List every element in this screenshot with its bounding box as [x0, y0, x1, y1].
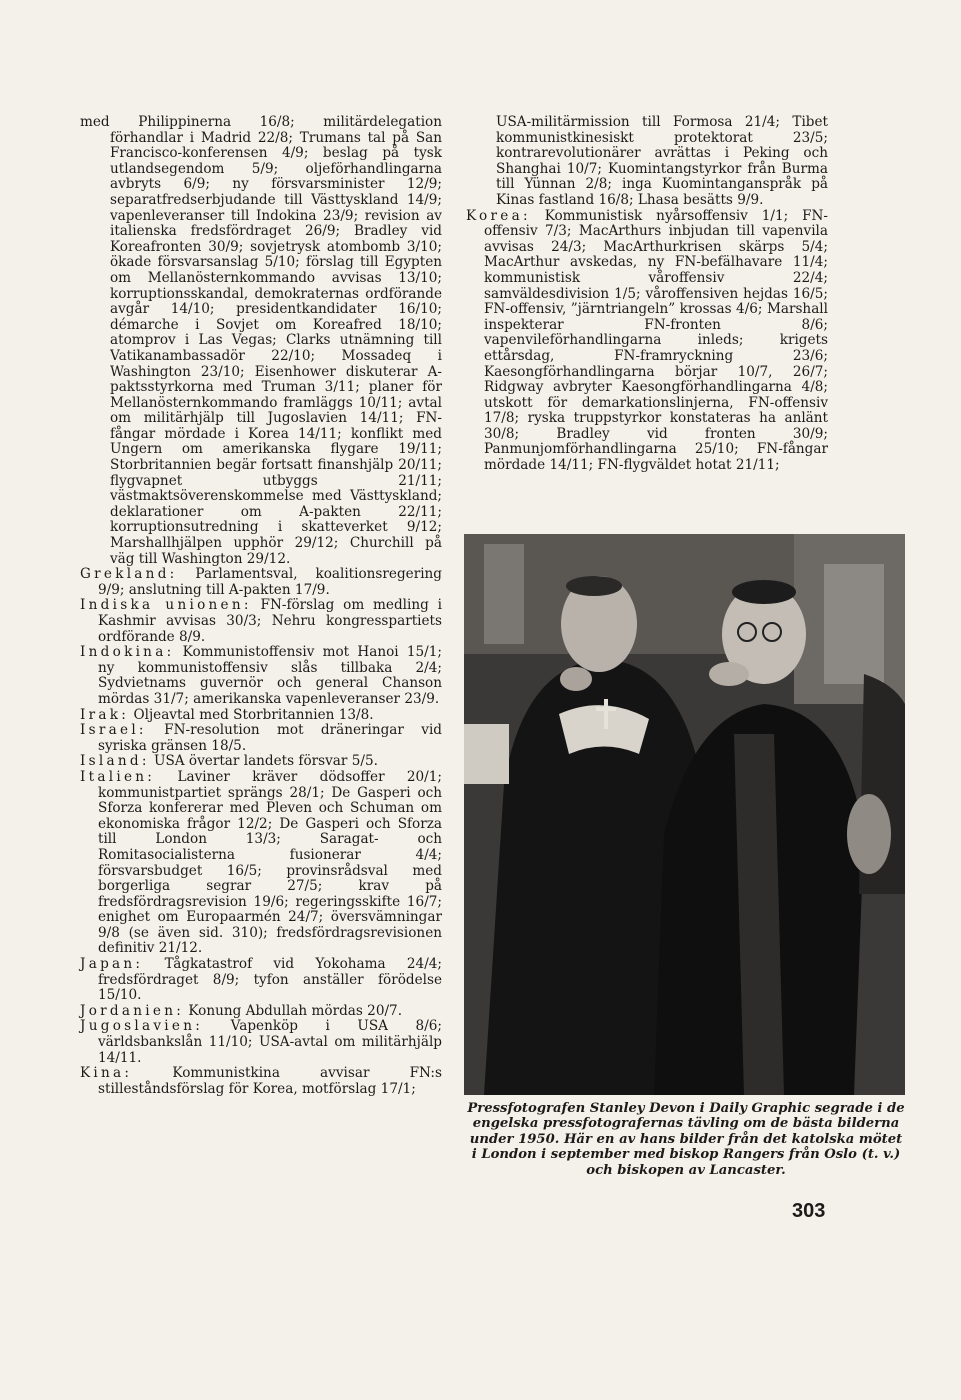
- country-name: Jordanien:: [80, 1002, 185, 1019]
- country-name: Israel:: [80, 722, 147, 739]
- entry-text: Parlamentsval, koalitionsregering 9/9; anslutning till A-pakten 17/9.: [98, 566, 442, 598]
- right-continuation-paragraph: USA-militärmission till Formosa 21/4; Tibet kommunistkinesiskt protektorat 23/5; kontrarevolutionärer avrättas i Peking och Shanghai 10/7; Kuomintangstyrkor från Burma till Yünnan 2/8; inga Kuomintanganspråk på Kinas fastland 16/8; Lhasa besätts 9/9.: [496, 114, 828, 208]
- country-name: Korea:: [466, 207, 531, 224]
- entry-italien: [80, 770, 442, 957]
- left-intro-paragraph: med Philippinerna 16/8; militärdelegation förhandlar i Madrid 22/8; Trumans tal på San Francisco-konferensen 4/9; beslag på tysk utlandsegendom 5/9; oljeförhandlingarna avbryts 6/9; ny försvarsminister 12/9; separatfredserbjudande till Västtyskland 14/9; vapenleveranser till Indokina 23/9; revision av italienska fredsfördraget 26/9; Bradley vid Koreafronten 30/9; sovjetrysk atombomb 3/10; ökade försvarsanslag 5/10; förslag till Egypten om Mellanösternkommando avvisas 13/10; korruptionsskandal, demokraternas ordförande avgår 14/10; presidentkandidater 16/10; démarche i Sovjet om Koreafred 18/10; atomprov i Las Vegas; Clarks utnämning till Vatikanambassadör 22/10; Mossadeq i Washington 23/10; Eisenhower diskuterar A-paktsstyrkorna med Truman 3/11; planer för Mellanösternkommando framläggs 10/11; avtal om militärhjälp till Jugoslavien 14/11; FN-fångar mördade i Korea 14/11; konflikt med Ungern om amerikanska flygare 19/11; Storbritannien begär fortsatt finanshjälp 20/11; flygvapnet utbyggs 21/11; västmaktsöverenskommelse med Västtyskland; deklarationer om A-pakten 22/11; korruptionsutredning i skatteverket 9/12; Marshallhjälpen upphör 29/12; Churchill på väg till Washington 29/12.: [80, 114, 442, 567]
- country-name: Japan:: [80, 956, 144, 973]
- entry-grekland: [80, 567, 442, 598]
- entry-island: [80, 754, 442, 770]
- photo-illustration: [464, 534, 905, 1095]
- entry-indiska-unionen: [80, 598, 442, 645]
- photo-caption: Pressfotografen Stanley Devon i Daily Graphic segrade i de engelska pressfotografernas tävling om de bästa bilderna under 1950. Här en av hans bilder från det katolska mötet i London i september med biskop Rangers från Oslo (t. v.) och biskopen av Lancaster.: [467, 1101, 905, 1178]
- country-name: Indokina:: [80, 644, 175, 661]
- press-photograph: [464, 534, 905, 1095]
- entry-text: Kommunistoffensiv mot Hanoi 15/1; ny kommunistoffensiv slås tillbaka 2/4; Sydvietnams guvernör och general Chanson mördas 31/7; amerikanska vapenleveranser 23/9.: [98, 644, 442, 707]
- entry-text: Oljeavtal med Storbritannien 13/8.: [133, 706, 374, 723]
- entry-jugoslavien: [80, 1019, 442, 1066]
- entry-kina: [80, 1066, 442, 1097]
- country-name: Jugoslavien:: [80, 1018, 204, 1035]
- entry-israel: [80, 723, 442, 754]
- entry-text: USA övertar landets försvar 5/5.: [154, 753, 378, 770]
- entry-indokina: [80, 645, 442, 707]
- entry-irak: [80, 708, 442, 724]
- country-name: Island:: [80, 753, 150, 770]
- entry-text: Konung Abdullah mördas 20/7.: [188, 1002, 403, 1019]
- entry-jordanien: [80, 1004, 442, 1020]
- country-name: Kina:: [80, 1065, 133, 1082]
- country-name: Italien:: [80, 768, 156, 785]
- country-name: Grekland:: [80, 566, 178, 583]
- entry-text: Kommunistkina avvisar FN:s stilleståndsförslag för Korea, motförslag 17/1;: [98, 1065, 442, 1097]
- entry-text: Tågkatastrof vid Yokohama 24/4; fredsfördraget 8/9; tyfon anställer förödelse 15/10.: [98, 956, 443, 1004]
- right-text-column: [466, 115, 828, 474]
- entry-japan: [80, 957, 442, 1004]
- entry-text: Laviner kräver dödsoffer 20/1; kommunistpartiet sprängs 28/1; De Gasperi och Sforza konfererar med Pleven och Schuman om ekonomiska frågor 12/2; De Gasperi och Sforza till London 13/3; Saragat- och Romitasocialisterna fusionerar 4/4; försvarsbudget 16/5; provinsrådsval med borgerliga segrar 27/5; krav på fredsfördragsrevision 19/6; regeringsskifte 16/7; enighet om Europaarmén 24/7; översvämningar 9/8 (se även sid. 310); fredsfördragsrevisionen definitiv 21/12.: [98, 768, 442, 957]
- entry-text: FN-resolution mot dräneringar vid syriska gränsen 18/5.: [98, 722, 442, 754]
- entry-text: Vapenköp i USA 8/6; världsbankslån 11/10; USA-avtal om militärhjälp 14/11.: [98, 1018, 442, 1066]
- entry-text: FN-förslag om medling i Kashmir avvisas 30/3; Nehru kongresspartiets ordförande 8/9.: [98, 597, 442, 645]
- country-name: Irak:: [80, 706, 130, 723]
- page-number: 303: [792, 1200, 826, 1222]
- left-text-column: [80, 115, 442, 1097]
- entry-text: Kommunistisk nyårsoffensiv 1/1; FN-offensiv 7/3; MacArthurs inbjudan till vapenvila avvisas 24/3; MacArthurkrisen skärps 5/4; MacArthur avskedas, ny FN-befälhavare 11/4; kommunistisk våroffensiv 22/4; samväldesdivision 1/5; våroffensiven hejdas 16/5; FN-offensiv, ”järntriangeln” krossas 4/6; Marshall inspekterar FN-fronten 8/6; vapenvileförhandlingarna inleds; krigets ettårsdag, FN-framryckning 23/6; Kaesongförhandlingarna börjar 10/7, 26/7; Ridgway avbryter Kaesongförhandlingarna 4/8; utskott för demarkationslinjerna, FN-offensiv 17/8; ryska truppstyrkor konstateras ha anlänt 30/8; Bradley vid fronten 30/9; Panmunjomförhandlingarna 25/10; FN-fångar mördade 14/11; FN-flygväldet hotat 21/11;: [484, 207, 828, 474]
- entry-korea: [466, 209, 828, 474]
- country-name: Indiska unionen:: [80, 597, 252, 614]
